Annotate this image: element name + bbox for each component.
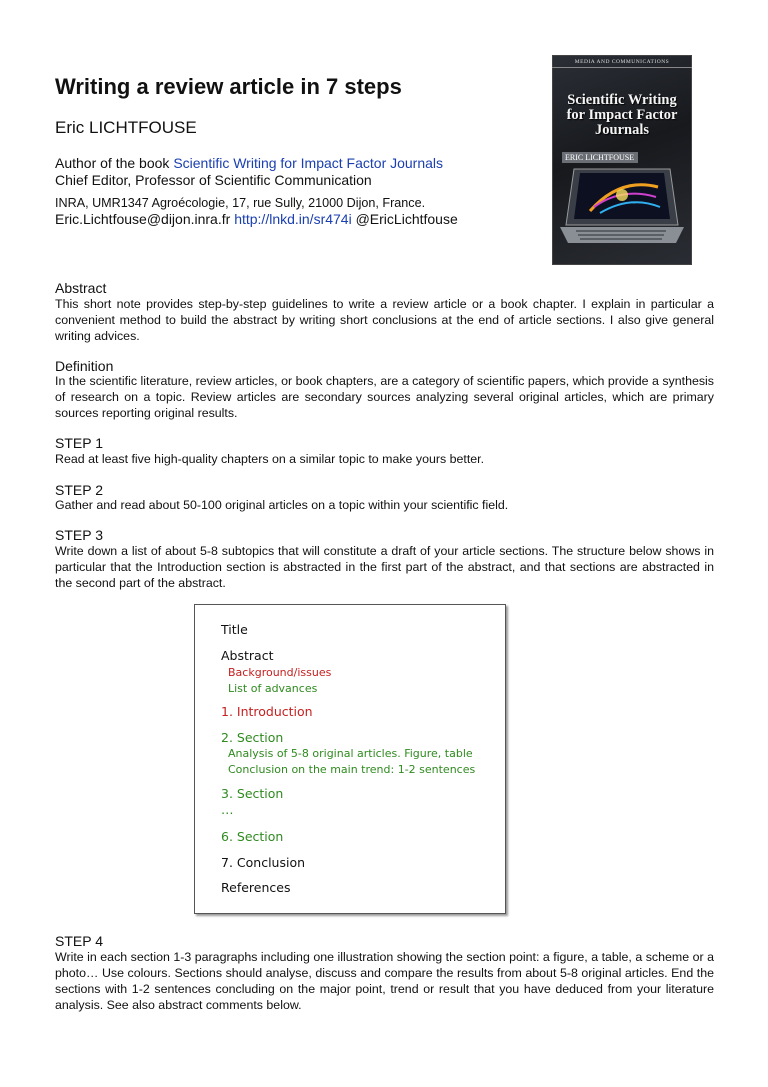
structure-title: Title [221,622,248,637]
step3-heading: STEP 3 [55,527,103,543]
contact-line [55,211,458,228]
structure-section-6: 6. Section [221,829,284,844]
cover-author: ERIC LICHTFOUSE [562,152,638,163]
book-title-link[interactable]: Scientific Writing for Impact Factor Journals [173,155,444,171]
page-title: Writing a review article in 7 steps [55,74,402,99]
email-text: Eric.Lichtfouse@dijon.inra.fr [55,211,231,227]
structure-conclusion-trend: Conclusion on the main trend: 1-2 sentences [228,763,476,776]
step1-heading: STEP 1 [55,435,103,451]
book-cover-image [552,55,692,265]
structure-section-3: 3. Section [221,786,284,801]
definition-heading: Definition [55,358,114,374]
abstract-heading: Abstract [55,280,107,296]
step4-text: Write in each section 1-3 paragraphs including one illustration showing the section point: a figure, a table, a scheme or a photo… Use colours. Sections should analyse, discuss and compare the results from about 5-8 original articles. End the sections with 1-2 sentences concluding on the major point, trend or result that you have deduced from your literature analysis. See also abstract comments below. [55,950,714,1012]
article-structure-box [194,604,506,914]
structure-abstract: Abstract [221,648,274,663]
structure-ellipsis: … [221,802,234,817]
structure-section-2: 2. Section [221,730,284,745]
definition-text: In the scientific literature, review articles, or book chapters, are a category of scientific papers, which provide a synthesis of research on a topic. Review articles are secondary sources analyzing several original articles, which are primary sources reporting original results. [55,374,714,420]
twitter-handle: @EricLichtfouse [355,211,458,227]
author-name: Eric LICHTFOUSE [55,118,197,137]
laptop-illustration [560,167,684,245]
step2-heading: STEP 2 [55,482,103,498]
step2-text: Gather and read about 50-100 original articles on a topic within your scientific field. [55,498,509,512]
step1-text: Read at least five high-quality chapters on a similar topic to make yours better. [55,452,485,466]
structure-introduction: 1. Introduction [221,704,313,719]
structure-background: Background/issues [228,666,332,679]
cover-series: MEDIA AND COMMUNICATIONS [574,59,670,65]
step4-heading: STEP 4 [55,933,103,949]
book-prefix: Author of the book [55,155,174,171]
structure-advances: List of advances [228,682,318,695]
book-line [55,155,443,172]
author-address: INRA, UMR1347 Agroécologie, 17, rue Sully, 21000 Dijon, France. [55,196,426,210]
structure-conclusion: 7. Conclusion [221,855,306,870]
abstract-text: This short note provides step-by-step guidelines to write a review article or a book chapter. I explain in particular a convenient method to build the abstract by writing short conclusions at the end of article sections. I also give general writing advices. [55,297,714,343]
step3-text: Write down a list of about 5-8 subtopics that will constitute a draft of your article sections. The structure below shows in particular that the Introduction section is abstracted in the first part of the abstract, and that sections are abstracted in the second part of the abstract. [55,544,714,590]
profile-link[interactable]: http://lnkd.in/sr474i [234,211,352,227]
author-role: Chief Editor, Professor of Scientific Communication [55,172,372,188]
cover-title: Scientific Writing for Impact Factor Journals [566,92,678,138]
structure-analysis: Analysis of 5-8 original articles. Figure, table [228,747,473,760]
structure-references: References [221,880,291,895]
